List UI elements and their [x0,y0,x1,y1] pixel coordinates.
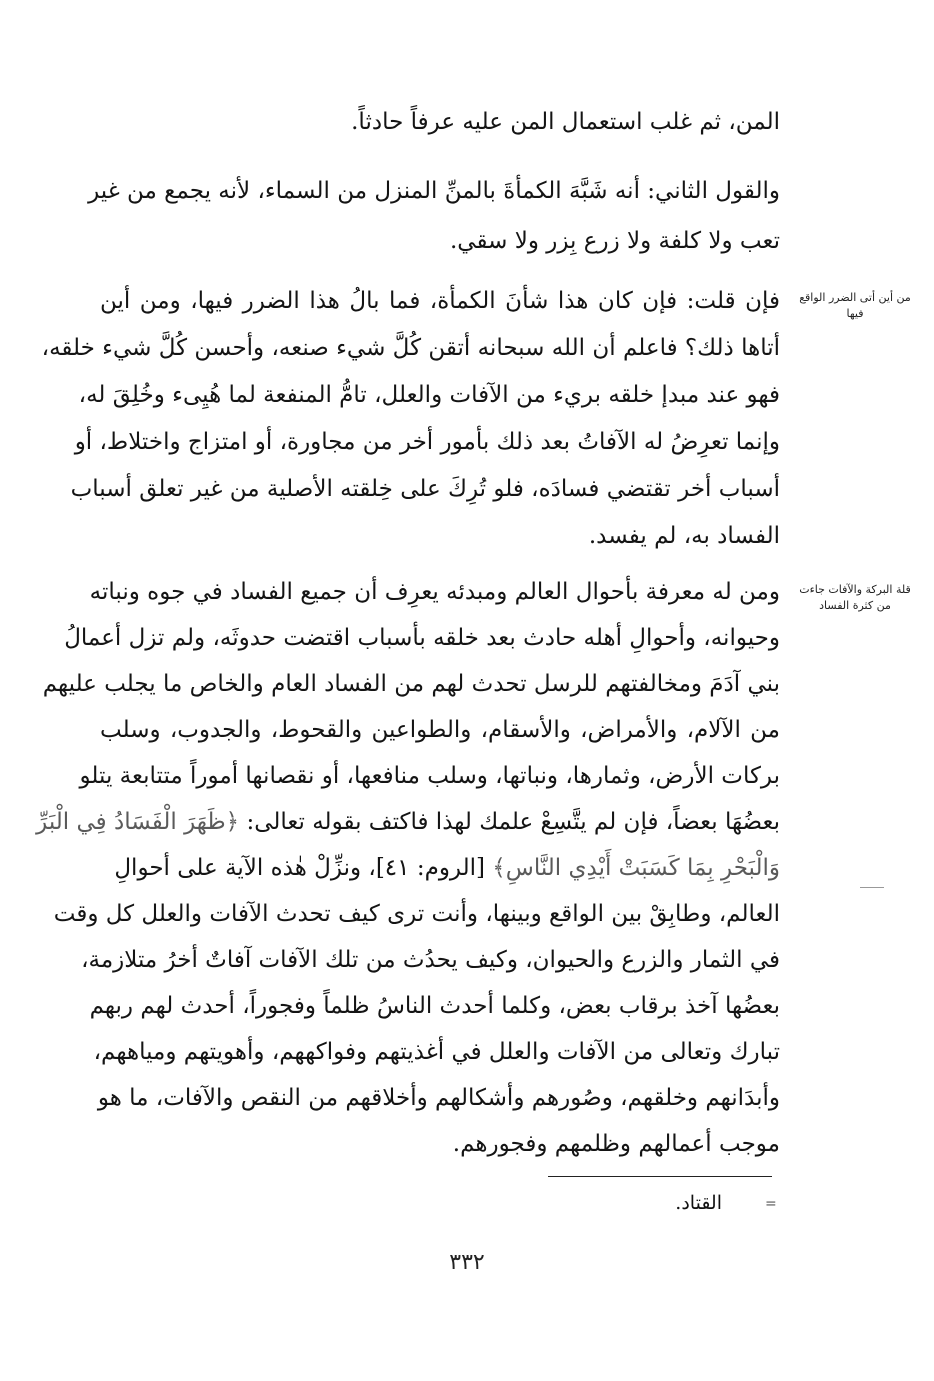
text-line: وإنما تعرِضُ له الآفاتُ بعد ذلك بأمور أخر من مجاورة، أو امتزاج واختلاط، أو [74,429,780,455]
text-line: بني آدَمَ ومخالفتهم للرسل تحدث لهم من الفساد العام والخاص ما يجلب عليهم [42,671,780,697]
text-line: تبارك وتعالى من الآفات والعلل في أغذيتهم وفواكههم، وأهويتهم ومياههم، [93,1039,780,1065]
text-line: في الثمار والزرع والحيوان، وكيف يحدُث من تلك الآفات آفاتٌ أخرُ متلازمة، [81,947,780,973]
text-line: وحيوانه، وأحوالِ أهله حادث بعد خلقه بأسباب اقتضت حدوثَه، ولم تزل أعمالُ [64,625,780,651]
page-number: ٣٣٢ [449,1250,485,1275]
footnote: القتاد. [675,1192,722,1214]
text-line [114,853,780,883]
footnote-marker: = [765,1196,777,1212]
text-line: وأبدَانهم وخلقهم، وصُورهم وأشكالهم وأخلاقهم من النقص والآفات، ما هو [97,1085,780,1111]
text-line [36,807,780,837]
text-line: الفساد به، لم يفسد. [588,523,780,549]
text-line: موجب أعمالهم وظلمهم وفجورهم. [452,1131,780,1157]
text-line: العالم، وطابِقْ بين الواقع وبينها، وأنت ترى كيف تحدث الآفات والعلل كل وقت [53,901,780,927]
footnote-separator [548,1176,772,1177]
text-line: أسباب أخر تقتضي فسادَه، فلو تُرِكَ على خِلقته الأصلية من غير تعلق أسباب [70,476,780,502]
text-line: بركات الأرض، وثمارها، ونباتها، وسلب منافعها، أو نقصانها أموراً متتابعة يتلو [79,763,780,789]
quran-verse: وَالْبَحْرِ بِمَا كَسَبَتْ أَيْدِي النَّاسِ﴾ [492,855,780,881]
text-line: بعضُها آخذ برقاب بعض، وكلما أحدث الناسُ ظلماً وفجوراً، أحدث لهم ربهم [89,993,780,1019]
text-line: المن، ثم غلب استعمال المن عليه عرفاً حادثاً. [351,109,780,135]
text-line: ومن له معرفة بأحوال العالم ومبدئه يعرِف أن جميع الفساد في جوه ونباته [89,579,780,605]
text-line: فهو عند مبدإ خلقه بريء من الآفات والعلل، تامُّ المنفعة لما هُيِىء وخُلِقَ له، [78,382,780,408]
margin-mark [860,887,884,888]
text-line: فإن قلت: فإن كان هذا شأنَ الكمأة، فما بالُ هذا الضرر فيها، ومن أين [100,288,780,314]
text-segment: [الروم: ٤١]، ونزِّلْ هٰذه الآية على أحوالِ [114,855,485,881]
text-line: من الآلام، والأمراض، والأسقام، والطواعين والقحوط، والجدوب، وسلب [100,717,780,743]
text-line: والقول الثاني: أنه شَبَّهَ الكمأةَ بالمنِّ المنزل من السماء، لأنه يجمع من غير [88,178,780,204]
text-line: أتاها ذلك؟ فاعلم أن الله سبحانه أتقن كُلَّ شيء صنعه، وأحسن كُلَّ شيء خلقه، [41,335,780,361]
text-segment: بعضُهَا بعضاً، فإن لم يتَّسِعْ علمك لهذا فاكتف بقوله تعالى: [246,809,780,835]
quran-verse: ﴿ظَهَرَ الْفَسَادُ فِي الْبَرِّ [36,809,240,835]
margin-note: من أين أتى الضرر الواقع فيها [799,291,911,320]
margin-note: قلة البركة والآفات جاءت من كثرة الفساد [799,583,911,612]
text-line: تعب ولا كلفة ولا زرع بِزر ولا سقي. [450,228,780,254]
